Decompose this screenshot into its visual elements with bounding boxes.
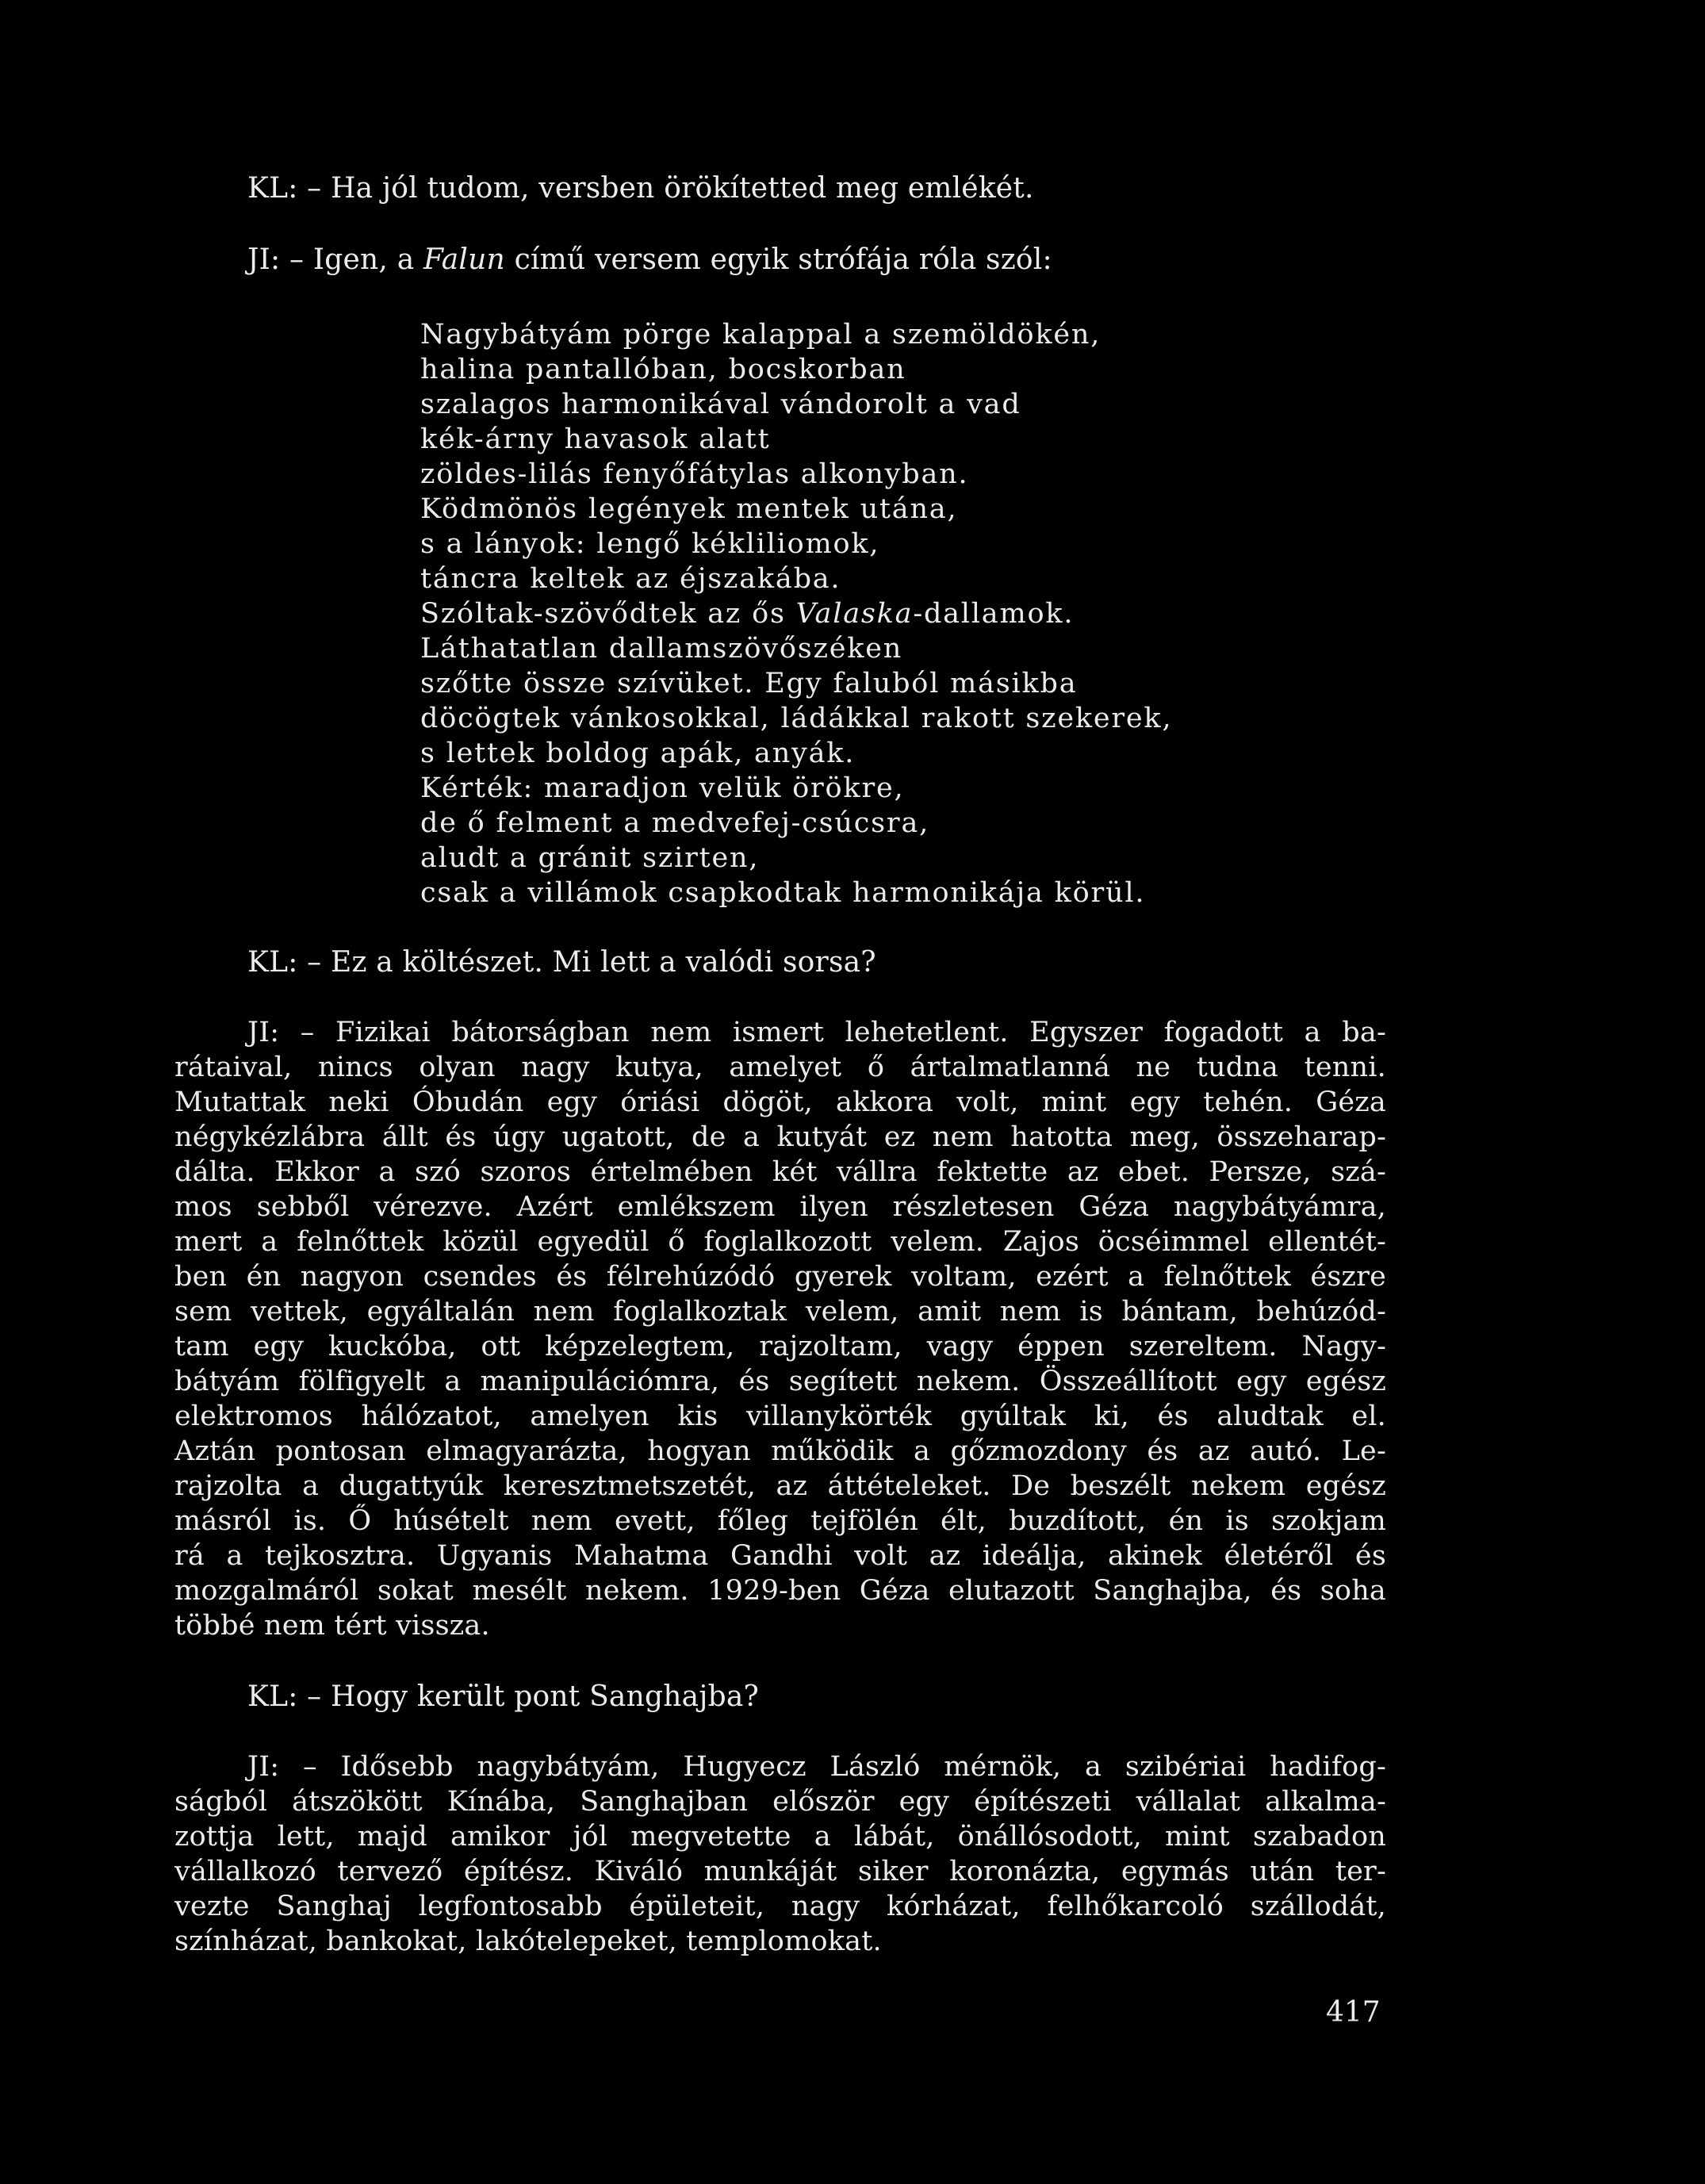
prose-line: ben én nagyon csendes és félrehúzódó gyerek voltam, ezért a felnőttek észre	[174, 1261, 1386, 1293]
poem-line: halina pantallóban, bocskorban	[420, 354, 906, 385]
answer-ji-1-prefix: JI: – Igen, a	[247, 243, 424, 276]
prose-line: rá a tejkosztra. Ugyanis Mahatma Gandhi volt az ideálja, akinek életéről és	[174, 1540, 1386, 1572]
poem-line	[420, 596, 1074, 631]
poem-line: Ködmönös legények mentek utána,	[420, 493, 958, 525]
prose-line: mos sebből vérezve. Azért emlékszem ilyen részletesen Géza nagybátyámra,	[174, 1191, 1386, 1223]
answer-ji-1	[247, 243, 1052, 278]
poem-line: s a lányok: lengő kékliliomok,	[420, 528, 880, 560]
poem-line: aludt a gránit szirten,	[420, 842, 760, 874]
question-kl-2: KL: – Ez a költészet. Mi lett a valódi sorsa?	[247, 946, 876, 979]
poem-italic-word: Valaska	[795, 598, 914, 630]
poem-line-end: -dallamok.	[913, 598, 1075, 630]
page-number: 417	[1326, 1996, 1381, 2029]
question-kl-3: KL: – Hogy került pont Sanghajba?	[247, 1680, 760, 1713]
poem-line: Nagybátyám pörge kalappal a szemöldökén,	[420, 319, 1102, 351]
prose-line: JI: – Idősebb nagybátyám, Hugyecz László mérnök, a szibériai hadifog-	[247, 1751, 1386, 1783]
prose-line: rajzolta a dugattyúk keresztmetszetét, az áttételeket. De beszélt nekem egész	[174, 1470, 1386, 1502]
poem-line: zöldes-lilás fenyőfátylas alkonyban.	[420, 458, 969, 490]
question-kl-1: KL: – Ha jól tudom, versben örökítetted meg emlékét.	[247, 172, 1034, 205]
poem-line: táncra keltek az éjszakába.	[420, 563, 841, 595]
prose-line: mert a felnőttek közül egyedül ő foglalkozott velem. Zajos öcséimmel ellentét-	[174, 1226, 1386, 1258]
prose-line: Aztán pontosan elmagyarázta, hogyan működik a gőzmozdony és az autó. Le-	[174, 1435, 1386, 1467]
prose-line: ságból átszökött Kínába, Sanghajban először egy építészeti vállalat alkalma-	[174, 1786, 1386, 1818]
prose-line: zottja lett, majd amikor jól megvetette a lábát, önállósodott, mint szabadon	[174, 1821, 1386, 1853]
prose-line: színházat, bankokat, lakótelepeket, templomokat.	[174, 1925, 882, 1957]
prose-line: rátaival, nincs olyan nagy kutya, amelyet ő ártalmatlanná ne tudna tenni.	[174, 1052, 1386, 1083]
poem-line: szőtte össze szívüket. Egy faluból másikba	[420, 668, 1078, 699]
poem-line: Láthatatlan dallamszövőszéken	[420, 633, 903, 665]
prose-line: többé nem tért vissza.	[174, 1610, 490, 1642]
prose-line: elektromos hálózatot, amelyen kis villanykörték gyúltak ki, és aludtak el.	[174, 1400, 1386, 1432]
poem-line: s lettek boldog apák, anyák.	[420, 738, 856, 769]
prose-line: Mutattak neki Óbudán egy óriási dögöt, akkora volt, mint egy tehén. Géza	[174, 1086, 1386, 1118]
prose-line: négykézlábra állt és úgy ugatott, de a kutyát ez nem hatotta meg, összeharap-	[174, 1121, 1386, 1153]
prose-line: vállalkozó tervező építész. Kiváló munkáját siker koronázta, egymás után ter-	[174, 1856, 1386, 1887]
prose-line: JI: – Fizikai bátorságban nem ismert lehetetlent. Egyszer fogadott a ba-	[247, 1017, 1386, 1048]
poem-line: de ő felment a medvefej-csúcsra,	[420, 807, 930, 839]
poem-line: döcögtek vánkosokkal, ládákkal rakott szekerek,	[420, 703, 1173, 734]
prose-line: sem vettek, egyáltalán nem foglalkoztak velem, amit nem is bántam, behúzód-	[174, 1296, 1386, 1328]
poem-line: Kérték: maradjon velük örökre,	[420, 772, 905, 804]
prose-line: tam egy kuckóba, ott képzelegtem, rajzoltam, vagy éppen szereltem. Nagy-	[174, 1331, 1386, 1362]
prose-line: másról is. Ő húsételt nem evett, főleg tejfölén élt, buzdított, én is szokjam	[174, 1505, 1386, 1537]
poem-line: szalagos harmonikával vándorolt a vad	[420, 389, 1021, 420]
prose-line: mozgalmáról sokat mesélt nekem. 1929-ben Géza elutazott Sanghajba, és soha	[174, 1575, 1386, 1607]
poem-title: Falun	[423, 243, 505, 276]
poem-line: csak a villámok csapkodtak harmonikája körül.	[420, 877, 1146, 909]
answer-ji-1-suffix: című versem egyik strófája róla szól:	[504, 243, 1052, 276]
poem-line-start: Szóltak-szövődtek az ős	[420, 598, 796, 630]
prose-line: bátyám fölfigyelt a manipulációmra, és segített nekem. Összeállított egy egész	[174, 1366, 1386, 1397]
poem-line: kék-árny havasok alatt	[420, 423, 771, 455]
prose-line: dálta. Ekkor a szó szoros értelmében két vállra fektette az ebet. Persze, szá-	[174, 1156, 1386, 1188]
prose-line: vezte Sanghaj legfontosabb épületeit, nagy kórházat, felhőkarcoló szállodát,	[174, 1891, 1386, 1922]
